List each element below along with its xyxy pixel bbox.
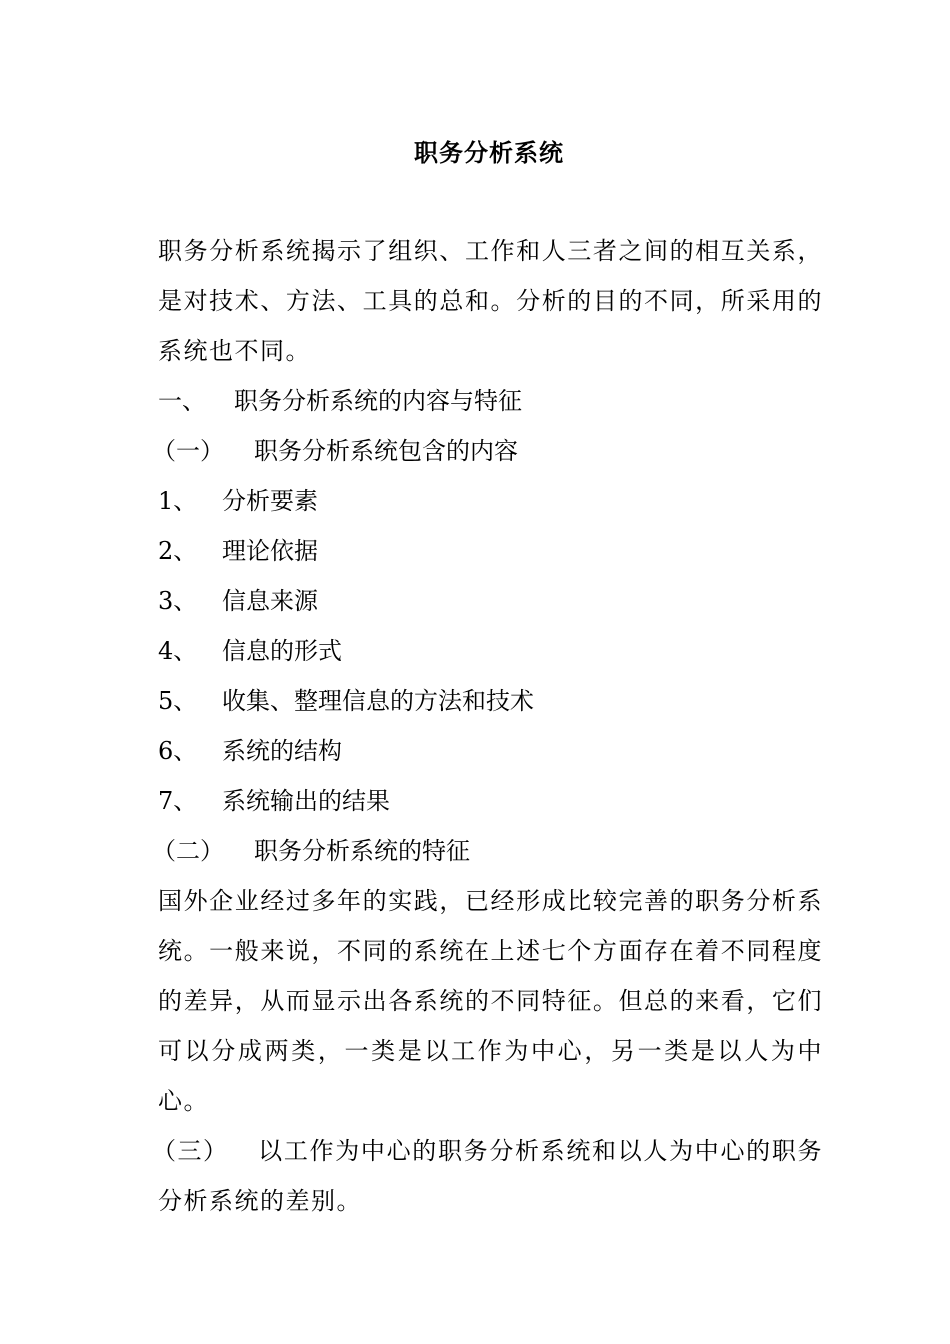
document-body (152, 226, 823, 1226)
list-item (158, 676, 823, 726)
features-paragraph: 国外企业经过多年的实践，已经形成比较完善的职务分析系统。一般来说，不同的系统在上述七个方面存在着不同程度的差异，从而显示出各系统的不同特征。但总的来看，它们可以分成两类，一类是以工作为中心，另一类是以人为中心。 (158, 887, 823, 1115)
list-item (158, 526, 823, 576)
list-item-number: 5、 (158, 687, 198, 715)
list-item (158, 576, 823, 626)
subsection-marker: （一） (152, 437, 224, 465)
list-item-text: 收集、整理信息的方法和技术 (222, 687, 534, 715)
list-item-text: 信息来源 (222, 587, 318, 615)
section-heading-1 (158, 376, 823, 426)
list-item (158, 476, 823, 526)
list-item-text: 理论依据 (222, 537, 318, 565)
list-item-number: 2、 (158, 537, 198, 565)
subsection-heading-text: 以工作为中心的职务分析系统和以人为中心的职务分析系统的差别。 (158, 1137, 823, 1215)
list-item-number: 4、 (158, 637, 198, 665)
subsection-marker: （二） (152, 837, 224, 865)
section-marker: 一、 (158, 387, 206, 415)
list-item-text: 分析要素 (222, 487, 318, 515)
subsection-heading-2 (152, 826, 823, 876)
list-item-text: 系统输出的结果 (222, 787, 390, 815)
subsection-heading-text: 职务分析系统的特征 (254, 837, 470, 865)
list-item-number: 7、 (158, 787, 198, 815)
list-item (158, 626, 823, 676)
list-item-number: 6、 (158, 737, 198, 765)
intro-paragraph: 职务分析系统揭示了组织、工作和人三者之间的相互关系，是对技术、方法、工具的总和。分析的目的不同，所采用的系统也不同。 (158, 237, 823, 365)
list-item-number: 1、 (158, 487, 198, 515)
list-item (158, 776, 823, 826)
list-item-text: 信息的形式 (222, 637, 342, 665)
list-item (158, 726, 823, 776)
list-item-number: 3、 (158, 587, 198, 615)
list-item-text: 系统的结构 (222, 737, 342, 765)
section-heading-text: 职务分析系统的内容与特征 (234, 387, 522, 415)
subsection-marker: （三） (152, 1137, 229, 1165)
document-title: 职务分析系统 (414, 138, 564, 167)
subsection-heading-text: 职务分析系统包含的内容 (254, 437, 518, 465)
subsection-heading-3 (152, 1126, 823, 1226)
subsection-heading-1 (152, 426, 823, 476)
